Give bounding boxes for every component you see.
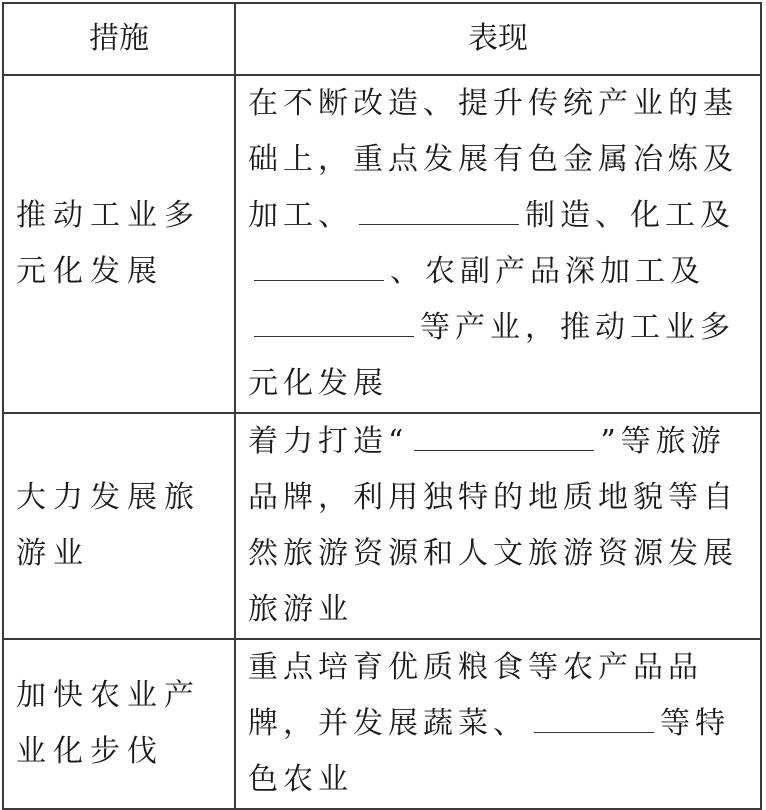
- performance-cell: [235, 639, 761, 809]
- table-row: [3, 413, 761, 639]
- table-row: [3, 75, 761, 413]
- measure-cell: 加快农业产业化步伐: [3, 639, 235, 809]
- performance-cell: [235, 413, 761, 639]
- fill-blank: [359, 200, 519, 225]
- cell-text: ”等旅游品牌，利用独特的地质地貌等自然旅游资源和人文旅游资源发展旅游业: [248, 424, 738, 627]
- measures-table: [2, 2, 762, 810]
- cell-text: 等产业，推动工业多元化发展: [248, 310, 735, 401]
- cell-text: 制造、化工及: [525, 198, 735, 233]
- cell-text: 在不断改造、提升传统产业的基础上，重点发展有色金属冶炼及加工、: [248, 86, 738, 233]
- header-measures: 措施: [3, 3, 235, 75]
- measure-cell: 推动工业多元化发展: [3, 75, 235, 413]
- table-row: [3, 639, 761, 809]
- performance-cell: [235, 75, 761, 413]
- fill-blank: [254, 312, 414, 337]
- cell-text: 等特色农业: [248, 706, 730, 797]
- header-performance: 表现: [235, 3, 761, 75]
- header-row: [3, 3, 761, 75]
- measure-cell: 大力发展旅游业: [3, 413, 235, 639]
- cell-text: 着力打造“: [248, 424, 409, 459]
- cell-text: 、农副产品深加工及: [390, 254, 705, 289]
- fill-blank: [254, 256, 384, 281]
- fill-blank: [414, 426, 594, 451]
- cell-text: 重点培育优质粮食等农产品品牌，并发展蔬菜、: [248, 650, 703, 741]
